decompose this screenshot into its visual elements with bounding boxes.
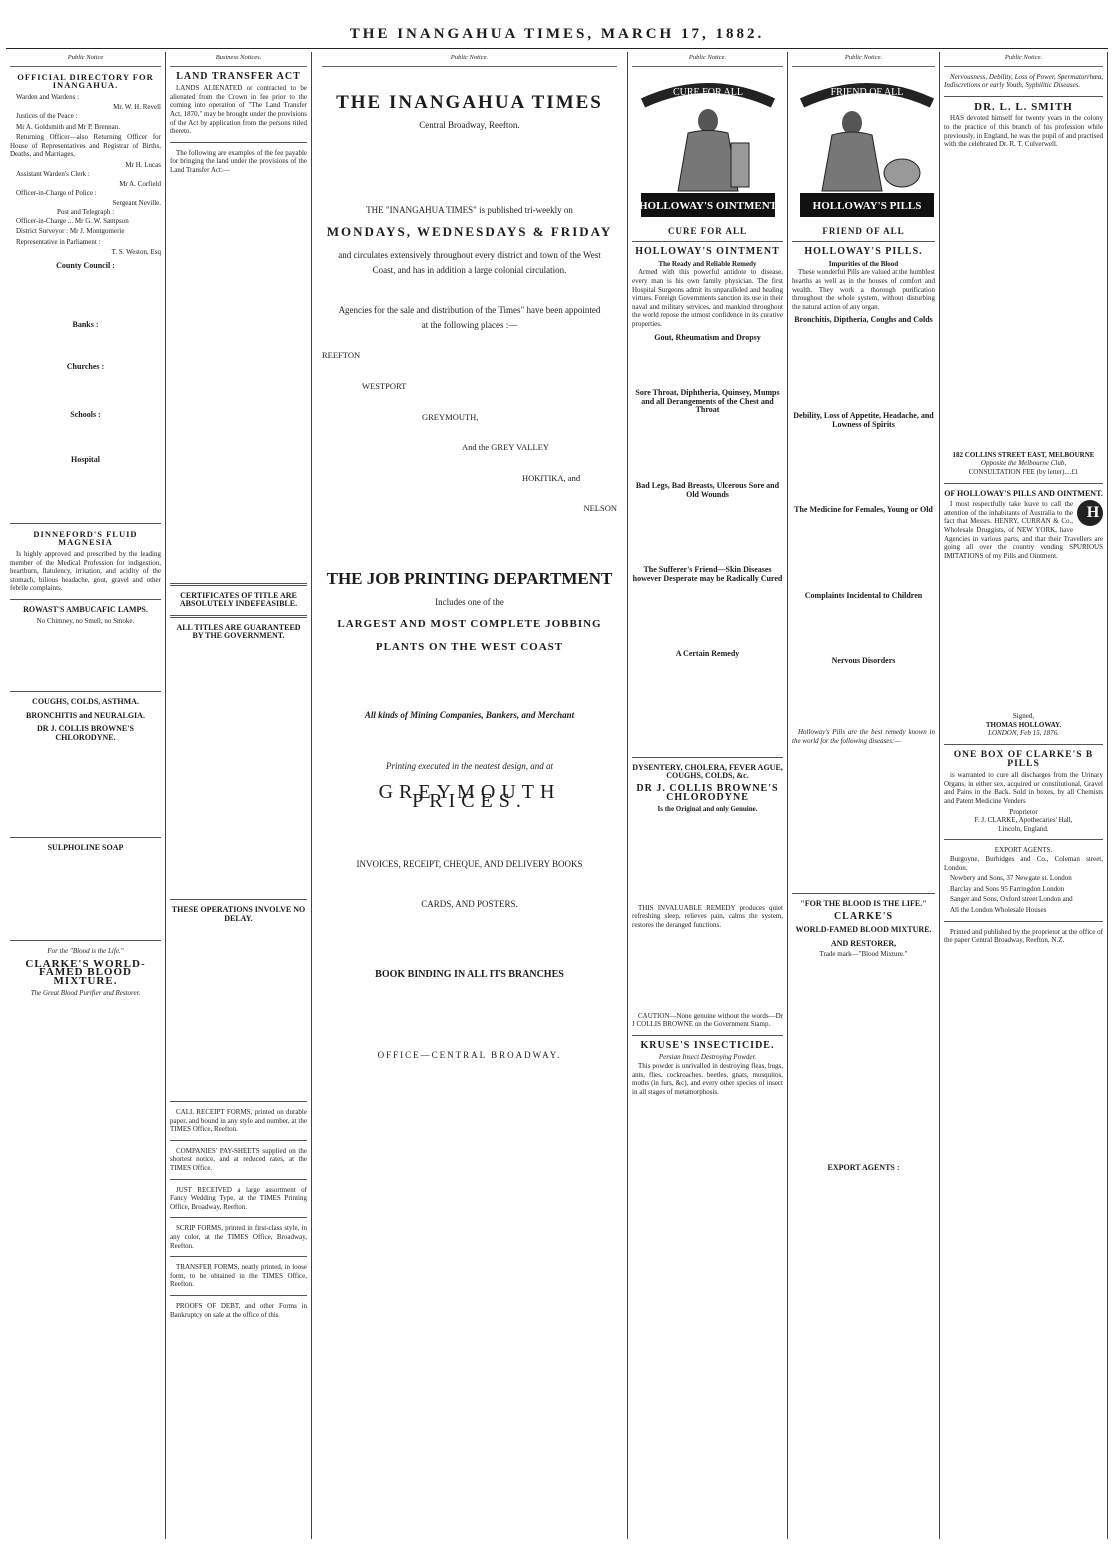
figure-icon [792, 73, 940, 223]
signer: THOMAS HOLLOWAY. [985, 720, 1062, 729]
ointment-sub: The Ready and Reliable Remedy [658, 259, 757, 268]
hospital-block [10, 467, 161, 517]
column-2 [166, 52, 312, 1539]
place-nelson: NELSON [583, 503, 617, 514]
children-heading: Complaints Incidental to Children [804, 590, 923, 600]
divider [170, 1140, 307, 1141]
divider [632, 757, 783, 758]
box-title: ONE BOX OF CLARKE'S B PILLS [953, 750, 1094, 769]
magnesia-title: DINNEFORD'S FLUID MAGNESIA [33, 528, 138, 548]
directory-title: OFFICIAL DIRECTORY FOR INANGAHUA. [17, 71, 154, 91]
masthead [0, 0, 1114, 56]
figure-icon [633, 73, 783, 223]
column-1 [6, 52, 166, 1539]
circulates-line-2: Coast, and has in addition a large colonial circulation. [372, 264, 567, 275]
svg-text:HOLLOWAY'S PILLS: HOLLOWAY'S PILLS [812, 199, 922, 212]
place-hokitika: HOKITIKA, and [522, 472, 581, 483]
directory-line: Post and Telegraph : [56, 207, 115, 216]
holloway-caution-title: OF HOLLOWAY'S PILLS AND OINTMENT. [944, 488, 1103, 498]
directory-line: Mr A. Goldsmith and Mr P. Brennan. [16, 122, 121, 131]
blood-title: "FOR THE BLOOD IS THE LIFE." [800, 899, 927, 909]
divider [170, 1217, 307, 1218]
caution-text: CAUTION—None genuine without the words—Dr J COLLIS BROWNE on the Government Stamp. [632, 1011, 783, 1029]
divider [944, 483, 1103, 484]
greymouth-prices: GREYMOUTH PRICES. [378, 781, 561, 813]
agent-item: Newbery and Sons, 37 Newgate st. London [950, 874, 1072, 883]
remedy-text: Holloway's Pills are the best remedy known in the world for the following diseases:— [792, 727, 935, 745]
fees-text: The following are examples of the fee payable for bringing the land under the provisions of the Land Transfer Act:— [170, 148, 307, 174]
churches-block [10, 374, 161, 406]
bronchitis-heading: Bronchitis, Diptheria, Coughs and Colds [794, 315, 933, 325]
kruse-text: This powder is unrivalled in destroying fleas, bugs, ants, flies, cockroaches, beetles, gnats, mosquitos, moths (in furs, &c), and every other species of insect in all stages of metamorphosis. [632, 1062, 783, 1096]
smith-address: 182 COLLINS STREET EAST, MELBOURNE [952, 450, 1095, 459]
collis-block [10, 745, 161, 831]
council-block [10, 272, 161, 316]
place-reefton: REEFTON [322, 350, 361, 361]
clarke-hall: F. J. CLARKE, Apothecaries' Hall, [974, 816, 1073, 825]
collis-title: DR J. COLLIS BROWNE'S CHLORODYNE. [37, 724, 134, 742]
collis-title: DR J. COLLIS BROWNE'S CHLORODYNE [636, 783, 779, 803]
sulpholine-title: SULPHOLINE SOAP [47, 842, 124, 852]
top-rule [6, 48, 1108, 49]
agencies-line: Agencies for the sale and distribution of the Times" have been appointed [338, 305, 601, 316]
includes-line: Includes one of the [435, 596, 504, 607]
fees-table-block [170, 177, 307, 577]
guaranteed-block [170, 643, 307, 893]
kruse-title: KRUSE'S INSECTICIDE. [640, 1039, 775, 1051]
times-address: Central Broadway, Reefton. [419, 120, 520, 131]
banks-block [10, 332, 161, 358]
just-received-notice: JUST RECEIVED a large assortment of Fancy Wedding Type, at the TIMES Printing Office, Broadway, Reefton. [170, 1185, 307, 1211]
sulpholine-block [10, 854, 161, 934]
circulates-line-1: and circulates extensively throughout every district and town of the West [338, 249, 601, 260]
column-3 [312, 52, 628, 1539]
divider [10, 837, 161, 838]
place-grey-valley: And the GREY VALLEY [462, 442, 549, 453]
ointment-engraving [633, 73, 783, 223]
divider [944, 96, 1103, 97]
column-5 [788, 52, 940, 1539]
debility-heading: Debility, Loss of Appetite, Headache, and Lowness of Spirits [793, 410, 934, 429]
call-receipt-notice: CALL RECEIPT FORMS, printed on durable paper, and bound in any style and number, at the TIMES Office, Reefton. [170, 1108, 307, 1134]
magnesia-text: Is highly approved and prescribed by the leading member of the Medical Profession for indigestion, heartburn, flatulency, irritation, and acidity of the stomach, bilious headache, gout, gravel and other febrile complaints. [10, 550, 161, 593]
cure-for-all-label: CURE FOR ALL [667, 225, 747, 236]
delay-block [170, 925, 307, 1095]
sore-throat-heading: Sore Throat, Diphtheria, Quinsey, Mumps and all Derangements of the Chest and Throat [635, 388, 780, 415]
publication-days: MONDAYS, WEDNESDAYS & FRIDAY [326, 224, 613, 240]
world-famed: WORLD-FAMED BLOOD MIXTURE. [795, 925, 932, 935]
export-agents-heading: EXPORT AGENTS : [827, 1163, 900, 1173]
divider [10, 599, 161, 600]
mining-line: All kinds of Mining Companies, Bankers, and Merchant [364, 710, 575, 721]
hospital-heading: Hospital [71, 455, 100, 465]
svg-text:HOLLOWAY'S OINTMENT: HOLLOWAY'S OINTMENT [638, 199, 777, 212]
directory-line: Mr H. Lucas [125, 160, 161, 169]
proofs-notice: PROOFS OF DEBT, and other Forms in Bankruptcy on sale at the office of this [170, 1302, 307, 1319]
divider [10, 940, 161, 941]
clarkes-heading: CLARKE'S [833, 910, 894, 922]
lincoln: Lincoln, England. [998, 824, 1049, 833]
land-transfer-title: LAND TRANSFER ACT [176, 70, 301, 82]
divider [170, 1101, 307, 1102]
divider [10, 691, 161, 692]
svg-text:FRIEND OF ALL: FRIEND OF ALL [830, 86, 904, 98]
directory-line: Warden and Wardens : [16, 92, 80, 101]
pills-title: HOLLOWAY'S PILLS. [804, 246, 923, 258]
directory-line: Mr A. Corfield [119, 180, 161, 189]
largest-line: LARGEST AND MOST COMPLETE JOBBING [337, 618, 602, 631]
lamps-block [10, 625, 161, 685]
column-6 [940, 52, 1108, 1539]
land-transfer-text: LANDS ALIENATED or contracted to be alienated from the Crown in fee prior to the coming into operation of "The Land Transfer Act, 1870," may be brought under the provisions of the Act by application from the persons titled thereto. [170, 84, 307, 136]
invoices-line: INVOICES, RECEIPT, CHEQUE, AND DELIVERY BOOKS [356, 858, 583, 869]
certain-heading: A Certain Remedy [675, 649, 740, 659]
following-line: at the following places :— [421, 319, 518, 330]
invaluable-text: THIS INVALUABLE REMEDY produces quiet refreshing sleep, relieves pain, calms the system, restores the deranged functions. [632, 903, 783, 930]
directory-line: Representative in Parliament : [16, 237, 101, 246]
guaranteed-title: ALL TITLES ARE GUARANTEED BY THE GOVERNMENT. [176, 622, 301, 641]
blood-motto: For the "Blood is the Life." [47, 947, 124, 956]
divider [632, 1035, 783, 1036]
column-5-head: Public Notice. [792, 52, 935, 67]
column-3-head: Public Notice. [322, 52, 617, 67]
lamps-title: ROWAST'S AMBUCAFIC LAMPS. [23, 605, 148, 614]
directory-line: District Surveyor : Mr J. Montgomerie [16, 227, 125, 236]
transfer-notice: TRANSFER FORMS, neatly printed, in loose form, to be obtained in the TIMES Office, Reefton. [170, 1263, 307, 1289]
divider [170, 1179, 307, 1180]
smith-text: HAS devoted himself for twenty years in the colony to the practice of this branch of his profession while previously, in England, he was the pupil of and practised with the celebrated Dr. R. T. Culverwell. [944, 114, 1103, 149]
holloway-caution-text: H I most respectfully take leave to call the attention of the inhabitants of Australia to the fact that Messrs. HENRY, CURRAN & Co., Wholesale Druggists, of NEW YORK, have Agencies in various parts, and that their Travellers are going all over the country vending SPURIOUS IMITATIONS of my Pills and Ointment. [944, 500, 1103, 560]
place-greymouth: GREYMOUTH, [422, 411, 479, 422]
job-printing-title: THE JOB PRINTING DEPARTMENT [326, 568, 613, 588]
divider [944, 744, 1103, 745]
directory-line: Officer-in-Charge of Police : [16, 188, 97, 197]
divider [170, 615, 307, 618]
column-4 [628, 52, 788, 1539]
divider [170, 583, 307, 586]
masthead-title: THE INANGAHUA TIMES, MARCH 17, 1882. [349, 26, 765, 42]
divider [944, 839, 1103, 840]
signed: Signed, [1012, 712, 1035, 721]
lamps-sub: No Chimney, no Smell, no Smoke. [36, 616, 135, 625]
ointment-text: Armed with this powerful antidote to disease, every man is his own family physician. The first Hospital Surgeons admit its unparalleled and healing virtues. Foreign Governments sanction its use in their naval and military services, and mankind throughout the world repose the utmost confidence in its curative properties. [632, 268, 783, 328]
directory-line: Justices of the Peace : [16, 111, 78, 120]
box-text: is warranted to cure all discharges from the Urinary Organs, in either sex, acquired or constitutional, Gravel and Pains in the Back. Sold in boxes, by all Chemists and Patent Medicine Venders [944, 771, 1103, 806]
column-1-head: Public Notice [10, 52, 161, 67]
proprietor: Proprietor [1009, 807, 1038, 816]
bronchitis-title: BRONCHITIS and NEURALGIA. [26, 710, 145, 720]
skin-heading: The Sufferer's Friend—Skin Diseases however Desperate may be Radically Cured [632, 565, 783, 583]
column-6-head: Public Notice. [944, 52, 1103, 67]
imprint: Printed and published by the proprietor at the office of the paper Central Broadway, Reefton, N.Z. [944, 927, 1103, 945]
restorer: AND RESTORER, [830, 938, 897, 948]
churches-heading: Churches : [66, 362, 105, 372]
females-heading: The Medicine for Females, Young or Old [794, 505, 933, 515]
directory-list [10, 93, 161, 257]
gout-heading: Gout, Rheumatism and Dropsy [654, 332, 761, 342]
binding-line: BOOK BINDING IN ALL ITS BRANCHES [375, 968, 564, 980]
directory-line: Officer-in-Charge ... Mr G. W. Sampson [16, 216, 129, 225]
ointment-title: HOLLOWAY'S OINTMENT [635, 246, 780, 258]
divider [10, 523, 161, 524]
divider [170, 142, 307, 143]
schools-heading: Schools : [70, 409, 101, 419]
place-westport: WESTPORT [362, 380, 407, 391]
pills-engraving [792, 73, 940, 223]
agent-item: Burgoyne, Burbidges and Co., Coleman street, London. [944, 855, 1103, 872]
schools-block [10, 421, 161, 451]
divider [170, 1256, 307, 1257]
published-line: THE "INANGAHUA TIMES" is published tri-weekly on [366, 204, 573, 215]
pills-text: These wonderful Pills are valued at the humblest hearths as well as in the houses of comfort and wealth. They work a thorough purification throughout the whole system, without disturbing the natural action of any organ. [792, 268, 935, 311]
collis-original: Is the Original and only Genuine. [657, 805, 758, 814]
agent-item: All the London Wholesale Houses [950, 905, 1047, 914]
nervous-heading: Nervousness, Debility, Loss of Power, Spermatorrhœa, Indiscretions or early Youth, Syphilitic Diseases. [944, 72, 1103, 90]
nervous-heading: Nervous Disorders [831, 656, 896, 666]
cards-line: CARDS, AND POSTERS. [421, 899, 518, 910]
agent-item: Sanger and Sons, Oxford street London and [950, 895, 1073, 904]
bad-legs-heading: Bad Legs, Bad Breasts, Ulcerous Sore and Old Wounds [635, 480, 780, 499]
divider [792, 241, 935, 242]
agent-item: Barclay and Sons 95 Farringdon London [950, 884, 1065, 893]
trademark-stamp-icon: H [1077, 500, 1103, 526]
coughs-title: COUGHS, COLDS, ASTHMA. [32, 697, 139, 707]
companies-notice: COMPANIES' PAY-SHEETS supplied on the shortest notice, and at reduced rates, at the TIMES Office. [170, 1146, 307, 1173]
times-title: THE INANGAHUA TIMES [336, 91, 603, 113]
directory-line: Assistant Warden's Clerk : [16, 169, 90, 178]
office-line: OFFICE—CENTRAL BROADWAY. [377, 1050, 562, 1061]
divider [170, 899, 307, 900]
printing-line: Printing executed in the neatest design, and at [386, 760, 553, 771]
divider [792, 893, 935, 894]
directory-line: T. S. Weston, Esq [111, 248, 161, 257]
council-heading: County Council : [56, 260, 115, 270]
clarkes-title: CLARKE'S WORLD-FAMED BLOOD MIXTURE. [25, 957, 146, 987]
dysentery-title: DYSENTERY, CHOLERA, FEVER AGUE, COUGHS, COLDS, &c. [632, 762, 783, 781]
column-4-head: Public Notice. [632, 52, 783, 67]
plants-line: PLANTS ON THE WEST COAST [375, 640, 564, 653]
directory-line: Sergeant Neville. [112, 199, 161, 208]
banks-heading: Banks : [72, 320, 99, 330]
column-2-head: Business Notices. [170, 52, 307, 67]
delay-title: THESE OPERATIONS INVOLVE NO DELAY. [171, 904, 306, 923]
divider [944, 921, 1103, 922]
certificates-title: CERTIFICATES OF TITLE ARE ABSOLUTELY INDEFEASIBLE. [179, 590, 298, 609]
svg-text:CURE FOR ALL: CURE FOR ALL [672, 86, 743, 98]
smith-opposite: Opposite the Melbourne Club, [980, 459, 1067, 468]
smith-consult: CONSULTATION FEE (by letter)....£1 [968, 467, 1079, 476]
directory-line: Mr. W. H. Revell [113, 103, 161, 112]
divider [170, 1295, 307, 1296]
place-date: LONDON, Feb 15, 1876. [988, 729, 1059, 738]
divider [632, 241, 783, 242]
kruse-sub: Persian Insect Destroying Powder. [658, 1053, 757, 1062]
directory-line: Returning Officer—also Returning Officer for House of Representatives and Registrar of Births, Deaths, and Marriages, [10, 133, 161, 159]
scrip-notice: SCRIP FORMS, printed in first-class style, in any color, at the TIMES Office, Broadway, Reefton. [170, 1224, 307, 1250]
pills-sub: Impurities of the Blood [828, 259, 899, 268]
export-agents: EXPORT AGENTS. [994, 846, 1053, 855]
friend-of-all-label: FRIEND OF ALL [822, 225, 905, 236]
trademark: Trade mark—"Blood Mixture." [819, 950, 908, 959]
clarkes-sub: The Great Blood Purifier and Restorer. [30, 988, 141, 997]
smith-title: DR. L. L. SMITH [974, 100, 1073, 113]
